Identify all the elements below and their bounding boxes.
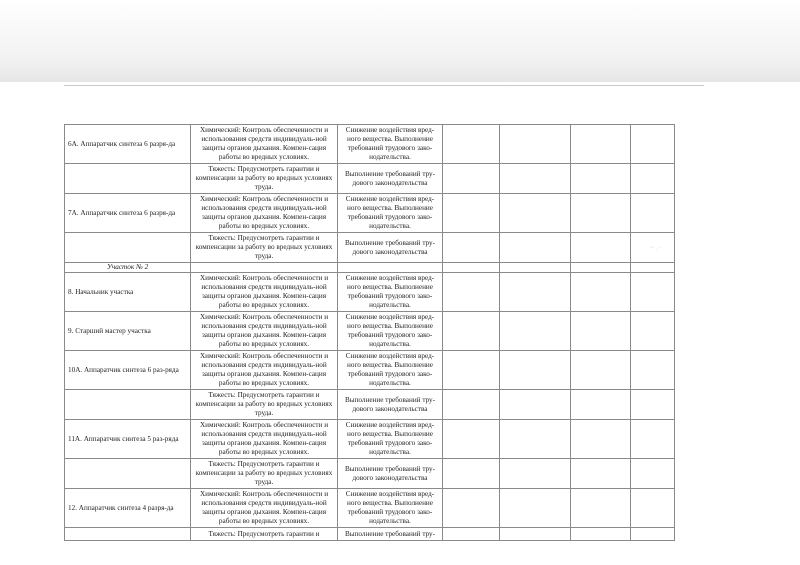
empty-cell <box>443 273 500 312</box>
empty-cell <box>571 263 631 273</box>
goal-cell: Снижение воздействия вред-ного вещества. Выполнение требований трудового зако-нодательства. <box>338 420 443 459</box>
measure-cell: Химический: Контроль обеспеченности и использования средств индивидуаль-ной защиты органов дыхания. Компен-сация работы во вредных условиях. <box>191 125 338 164</box>
empty-cell <box>443 233 500 263</box>
goal-cell: Снижение воздействия вред-ного вещества. Выполнение требований трудового зако-нодательства. <box>338 194 443 233</box>
measure-cell: Тяжесть: Предусмотреть гарантии и компенсации за работу во вредных условиях труда. <box>191 459 338 489</box>
empty-cell <box>631 351 675 390</box>
position-cell <box>65 459 191 489</box>
empty-cell <box>443 390 500 420</box>
goal-cell: Выполнение требований тру-дового законодательства <box>338 390 443 420</box>
empty-cell <box>500 233 571 263</box>
goal-cell: Снижение воздействия вред-ного вещества. Выполнение требований трудового зако-нодательства. <box>338 351 443 390</box>
empty-cell <box>443 489 500 528</box>
empty-cell <box>500 390 571 420</box>
position-cell <box>65 528 191 541</box>
table-row <box>65 390 675 420</box>
measures-table <box>64 124 675 541</box>
position-cell: 10А. Аппаратчик синтеза 6 раз-ряда <box>65 351 191 390</box>
table-row <box>65 273 675 312</box>
table-row <box>65 194 675 233</box>
section-label: Участок № 2 <box>65 263 191 273</box>
table-row <box>65 125 675 164</box>
empty-cell <box>443 164 500 194</box>
empty-cell <box>443 528 500 541</box>
goal-cell: Снижение воздействия вред-ного вещества. Выполнение требований трудового зако-нодательства. <box>338 489 443 528</box>
empty-cell <box>191 263 338 273</box>
measure-cell: Химический: Контроль обеспеченности и использования средств индивидуаль-ной защиты органов дыхания. Компен-сация работы во вредных условиях. <box>191 489 338 528</box>
empty-cell <box>571 194 631 233</box>
table-row <box>65 459 675 489</box>
empty-cell <box>443 459 500 489</box>
position-cell: 9. Старший мастер участка <box>65 312 191 351</box>
empty-cell <box>500 528 571 541</box>
empty-cell <box>631 273 675 312</box>
empty-cell <box>631 528 675 541</box>
measure-cell: Химический: Контроль обеспеченности и использования средств индивидуаль-ной защиты органов дыхания. Компен-сация работы во вредных условиях. <box>191 420 338 459</box>
empty-cell <box>443 420 500 459</box>
empty-cell <box>631 312 675 351</box>
goal-cell: Снижение воздействия вред-ного вещества. Выполнение требований трудового зако-нодательства. <box>338 312 443 351</box>
measure-cell: Тяжесть: Предусмотреть гарантии и компенсации за работу во вредных условиях труда. <box>191 164 338 194</box>
empty-cell <box>631 164 675 194</box>
empty-cell <box>631 263 675 273</box>
measure-cell: Химический: Контроль обеспеченности и использования средств индивидуаль-ной защиты органов дыхания. Компен-сация работы во вредных условиях. <box>191 273 338 312</box>
empty-cell <box>338 263 443 273</box>
empty-cell <box>571 459 631 489</box>
position-cell <box>65 164 191 194</box>
position-cell <box>65 390 191 420</box>
position-cell: 7А. Аппаратчик синтеза 6 разря-да <box>65 194 191 233</box>
empty-cell <box>571 312 631 351</box>
empty-cell <box>571 233 631 263</box>
position-cell: 11А. Аппаратчик синтеза 5 раз-ряда <box>65 420 191 459</box>
empty-cell <box>500 459 571 489</box>
empty-cell <box>631 194 675 233</box>
empty-cell <box>500 420 571 459</box>
table-row <box>65 312 675 351</box>
empty-cell <box>571 489 631 528</box>
empty-cell <box>443 312 500 351</box>
position-cell <box>65 233 191 263</box>
empty-cell <box>500 312 571 351</box>
table-row <box>65 420 675 459</box>
section-row <box>65 263 675 273</box>
empty-cell <box>631 125 675 164</box>
scanner-shadow <box>0 0 800 82</box>
measure-cell: Тяжесть: Предусмотреть гарантии и компенсации за работу во вредных условиях труда. <box>191 390 338 420</box>
measure-cell: Тяжесть: Предусмотреть гарантии и компенсации за работу во вредных условиях труда. <box>191 233 338 263</box>
empty-cell <box>631 459 675 489</box>
table-row <box>65 351 675 390</box>
goal-cell: Выполнение требований тру-дового законодательства <box>338 233 443 263</box>
bleed-through-mark: ~ . · <box>650 244 662 252</box>
goal-cell: Выполнение требований тру- <box>338 528 443 541</box>
empty-cell <box>443 194 500 233</box>
measure-cell: Химический: Контроль обеспеченности и использования средств индивидуаль-ной защиты органов дыхания. Компен-сация работы во вредных условиях. <box>191 194 338 233</box>
empty-cell <box>500 351 571 390</box>
empty-cell <box>500 489 571 528</box>
empty-cell <box>500 273 571 312</box>
empty-cell <box>571 528 631 541</box>
empty-cell <box>571 390 631 420</box>
empty-cell <box>571 125 631 164</box>
table-row <box>65 233 675 263</box>
empty-cell <box>631 489 675 528</box>
empty-cell <box>571 273 631 312</box>
position-cell: 8. Начальник участка <box>65 273 191 312</box>
empty-cell <box>571 164 631 194</box>
measure-cell: Тяжесть: Предусмотреть гарантии и <box>191 528 338 541</box>
empty-cell <box>571 420 631 459</box>
empty-cell <box>631 390 675 420</box>
table-row <box>65 528 675 541</box>
empty-cell <box>500 194 571 233</box>
goal-cell: Выполнение требований тру-дового законодательства <box>338 459 443 489</box>
empty-cell <box>500 164 571 194</box>
position-cell: 12. Аппаратчик синтеза 4 разря-да <box>65 489 191 528</box>
table-row <box>65 164 675 194</box>
position-cell: 6А. Аппаратчик синтеза 6 разря-да <box>65 125 191 164</box>
scan-edge-line <box>64 85 704 86</box>
measure-cell: Химический: Контроль обеспеченности и использования средств индивидуаль-ной защиты органов дыхания. Компен-сация работы во вредных условиях. <box>191 312 338 351</box>
empty-cell <box>571 351 631 390</box>
goal-cell: Снижение воздействия вред-ного вещества. Выполнение требований трудового зако-нодательства. <box>338 273 443 312</box>
table-body <box>65 125 675 541</box>
empty-cell <box>443 351 500 390</box>
empty-cell <box>443 263 500 273</box>
goal-cell: Выполнение требований тру-дового законодательства <box>338 164 443 194</box>
empty-cell <box>631 420 675 459</box>
empty-cell <box>443 125 500 164</box>
empty-cell <box>500 263 571 273</box>
document-page <box>64 124 674 541</box>
measure-cell: Химический: Контроль обеспеченности и использования средств индивидуаль-ной защиты органов дыхания. Компен-сация работы во вредных условиях. <box>191 351 338 390</box>
table-row <box>65 489 675 528</box>
goal-cell: Снижение воздействия вред-ного вещества. Выполнение требований трудового зако-нодательства. <box>338 125 443 164</box>
empty-cell <box>500 125 571 164</box>
